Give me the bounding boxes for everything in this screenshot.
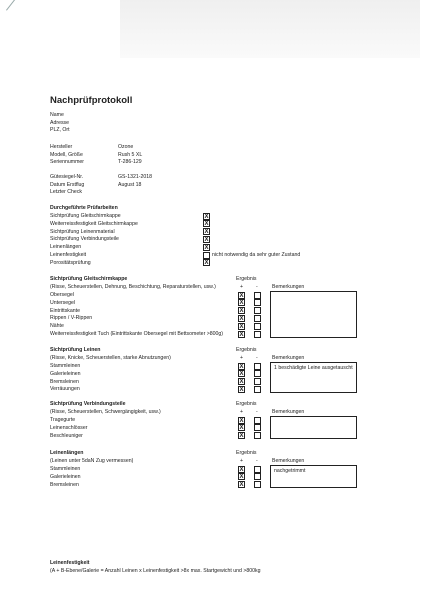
check-box[interactable]: X (204, 244, 209, 251)
section-ergebnis: Ergebnis (236, 347, 257, 353)
section-item: Rippen / V-Rippen (50, 315, 93, 322)
minus-label: - (256, 409, 258, 415)
result-minus-box[interactable] (254, 473, 261, 480)
device-value: T-286-129 (118, 159, 142, 165)
performed-heading: Durchgeführte Prüfarbeiten (50, 205, 118, 211)
device-label: Seriennummer (50, 159, 85, 165)
minus-label: - (256, 458, 258, 464)
plus-label: + (240, 355, 244, 361)
section-item: Beschleuniger (50, 432, 83, 439)
check-box[interactable]: X (204, 229, 209, 236)
result-plus-box[interactable]: X (239, 323, 244, 330)
plus-label: + (240, 284, 244, 290)
festigkeit-text: (A + B-Ebene/Galerie = Anzahl Leinen x Leinenfestigkeit >8x max. Startgewicht und >800kg (50, 568, 261, 574)
remarks-box[interactable] (270, 416, 357, 439)
remarks-box[interactable]: 1 beschädigte Leine ausgetauscht (270, 362, 357, 393)
performed-item: Sichtprüfung Leinenmaterial (50, 228, 115, 235)
result-minus-box[interactable] (254, 386, 261, 393)
result-plus-box[interactable]: X (239, 425, 244, 432)
result-plus-box[interactable]: X (239, 292, 244, 299)
address-line: Adresse (50, 119, 70, 126)
section-item: Obersegel (50, 292, 74, 298)
result-minus-box[interactable] (254, 424, 261, 431)
minus-label: - (256, 284, 258, 290)
section-heading: Sichtprüfung Gleitschirmkappe (50, 276, 128, 282)
page-title: Nachprüfprotokoll (50, 95, 133, 106)
remarks-label: Bemerkungen (272, 284, 305, 290)
performed-item: Sichtprüfung Verbindungsteile (50, 236, 119, 243)
result-minus-box[interactable] (254, 331, 261, 338)
section-ergebnis: Ergebnis (236, 450, 257, 456)
address-line: PLZ, Ort (50, 127, 70, 133)
section-heading: Leinenlängen (50, 450, 84, 456)
result-plus-box[interactable]: X (239, 379, 244, 386)
remarks-label: Bemerkungen (272, 355, 305, 361)
section-item: Stammleinen (50, 363, 81, 369)
section-item: Untersegel (50, 299, 76, 306)
result-minus-box[interactable] (254, 292, 261, 299)
check-box[interactable]: X (204, 260, 209, 267)
check-box[interactable]: X (204, 221, 209, 228)
result-minus-box[interactable] (254, 378, 261, 385)
minus-label: - (256, 355, 258, 361)
result-minus-box[interactable] (254, 481, 261, 488)
plus-label: + (240, 409, 244, 415)
result-plus-box[interactable]: X (239, 417, 244, 424)
result-minus-box[interactable] (254, 299, 261, 306)
section-item: Galerieleinen (50, 473, 81, 480)
performed-item: Porositätsprüfung (50, 259, 91, 266)
result-plus-box[interactable]: X (239, 474, 244, 481)
result-minus-box[interactable] (254, 363, 261, 370)
date-value: GS-1321-2018 (118, 174, 153, 180)
section-subheading: (Risse, Scheuerstellen, Schwergängigkeit, usw.) (50, 409, 161, 415)
remarks-label: Bemerkungen (272, 458, 305, 464)
device-value: Ozone (118, 144, 134, 150)
section-item: Leinenschlösser (50, 424, 88, 431)
result-plus-box[interactable]: X (239, 371, 244, 378)
section-item: Bremsleinen (50, 481, 79, 488)
remarks-label: Bemerkungen (272, 409, 305, 415)
result-plus-box[interactable]: X (239, 386, 244, 393)
result-minus-box[interactable] (254, 432, 261, 439)
result-plus-box[interactable]: X (239, 308, 244, 315)
result-plus-box[interactable]: X (239, 433, 244, 440)
date-label: Letzter Check (50, 189, 83, 195)
section-heading: Sichtprüfung Leinen (50, 347, 101, 353)
device-label: Hersteller (50, 144, 73, 150)
section-heading: Sichtprüfung Verbindungsteile (50, 401, 126, 407)
remarks-box[interactable]: nachgetrimmt (270, 465, 357, 488)
performed-item: Leinenlängen (50, 244, 82, 251)
section-item: Bremsleinen (50, 378, 79, 385)
performed-item: Sichtprüfung Gleitschirmkappe (50, 213, 121, 219)
device-label: Modell, Größe (50, 151, 83, 158)
result-plus-box[interactable]: X (239, 363, 244, 370)
result-minus-box[interactable] (254, 307, 261, 314)
date-label: Gütesiegel-Nr. (50, 174, 84, 180)
section-ergebnis: Ergebnis (236, 401, 257, 407)
date-value: August 18 (118, 181, 142, 188)
section-subheading: (Risse, Knicke, Scheuerstellen, starke Abnutzungen) (50, 355, 171, 361)
date-label: Datum Erstflug (50, 181, 85, 188)
result-minus-box[interactable] (254, 315, 261, 322)
check-box[interactable]: X (204, 213, 209, 220)
section-ergebnis: Ergebnis (236, 276, 257, 282)
device-value: Rush 5 XL (118, 151, 143, 158)
result-plus-box[interactable]: X (239, 331, 244, 338)
section-item: Tragegurte (50, 417, 76, 423)
section-item: Nähte (50, 323, 64, 330)
remarks-box[interactable] (270, 291, 357, 338)
address-line: Name (50, 112, 64, 118)
plus-label: + (240, 458, 244, 464)
performed-item: Weiterreissfestigkeit Gleitschirmkappe (50, 220, 138, 227)
section-item: Eintrittskante (50, 307, 80, 314)
section-item: Verräuungen (50, 386, 80, 393)
result-minus-box[interactable] (254, 323, 261, 330)
section-subheading: (Leinen unter 5daN Zug vermessen) (50, 458, 134, 464)
section-subheading: (Risse, Scheuerstellen, Dehnung, Beschichtung, Reparaturstellen, usw.) (50, 284, 216, 290)
result-minus-box[interactable] (254, 370, 261, 377)
result-plus-box[interactable]: X (239, 300, 244, 307)
performed-note: nicht notwendig da sehr guter Zustand (212, 252, 301, 258)
section-item: Galerieleinen (50, 370, 81, 377)
result-minus-box[interactable] (254, 466, 261, 473)
section-item: Stammleinen (50, 466, 81, 472)
check-box[interactable] (203, 252, 210, 259)
performed-item: Leinenfestigkeit (50, 252, 87, 258)
result-minus-box[interactable] (254, 417, 261, 424)
section-item: Weiterreissfestigkeit Tuch (Eintrittskante Obersegel mit Bettsometer >800g) (50, 331, 224, 337)
check-box[interactable]: X (204, 236, 209, 243)
result-plus-box[interactable]: X (239, 482, 244, 489)
festigkeit-heading: Leinenfestigkeit (50, 560, 90, 566)
result-plus-box[interactable]: X (239, 466, 244, 473)
result-plus-box[interactable]: X (239, 315, 244, 322)
